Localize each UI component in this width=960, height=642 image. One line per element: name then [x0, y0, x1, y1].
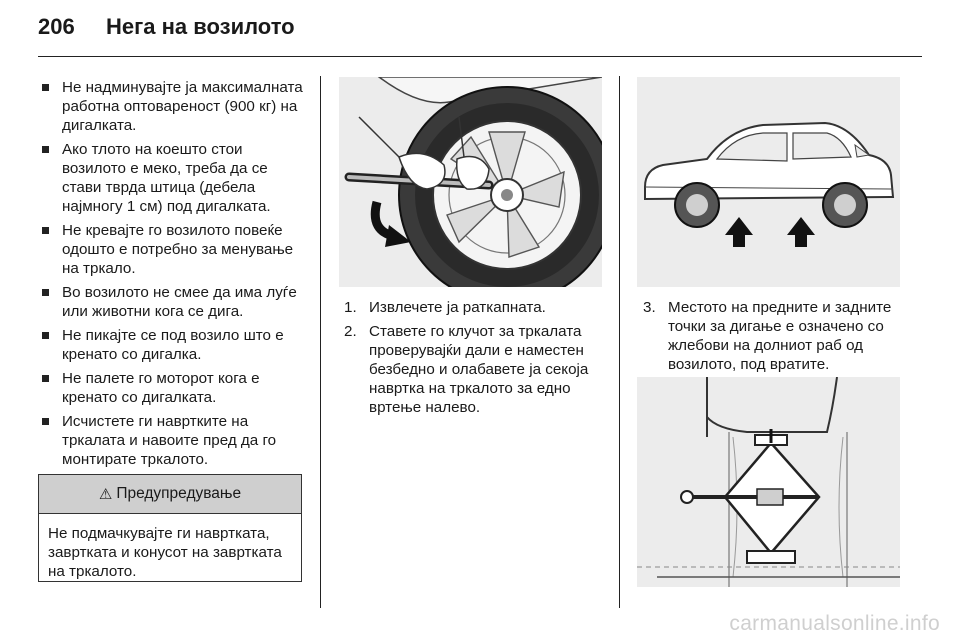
steps-list-right — [643, 298, 913, 379]
list-item: 2. Ставете го клучот за тркалата проверувајќи дали е наместен безбедно и олабавете ја секоја навртка на тркалото за едно вртење налево. — [344, 323, 589, 416]
warning-title: Предупредување — [116, 485, 242, 502]
list-item: 1. Извлечете ја раткапната. — [344, 299, 546, 316]
list-item: 3. Местото на предните и задните точки за дигање е означено со жлебови на долниот раб од возилото, под вратите. — [643, 299, 892, 373]
header-rule — [38, 56, 922, 57]
warning-body: Не подмачкувајте ги навртката, завртката и конусот на завртката на тркалото. — [48, 525, 282, 580]
page-number: 206 — [38, 14, 75, 39]
warning-header — [39, 475, 301, 514]
list-item: Не пикајте се под возило што е кренато со дигалка. — [40, 326, 306, 364]
warning-box — [38, 474, 302, 582]
list-item: Не надминувајте ја максималната работна оптовареност (900 кг) на дигалката. — [40, 78, 306, 135]
list-item: Ако тлото на коешто стои возилото е меко, треба да се стави тврда штица (дебела најмногу 1 см) под дигалката. — [40, 140, 306, 216]
watermark: carmanualsonline.info — [729, 612, 940, 635]
list-item: Не палете го моторот кога е кренато со дигалката. — [40, 369, 306, 407]
list-item: Во возилото не смее да има луѓе или животни кога се дига. — [40, 283, 306, 321]
column-divider-1 — [320, 76, 321, 608]
column-divider-2 — [619, 76, 620, 608]
car-lifting-points-illustration — [637, 77, 900, 287]
safety-bullet-list — [40, 78, 306, 474]
scissor-jack-illustration — [637, 377, 900, 587]
list-item: Не кревајте го возилото повеќе одошто е потребно за менување на тркало. — [40, 221, 306, 278]
page-header — [38, 14, 295, 40]
page-title: Нега на возилото — [106, 14, 295, 39]
warning-triangle-icon: ⚠ — [98, 486, 113, 503]
steps-list-middle — [344, 298, 606, 422]
wheel-wrench-illustration — [339, 77, 602, 287]
list-item: Исчистете ги навртките на тркалата и навоите пред да го монтирате тркалото. — [40, 412, 306, 469]
